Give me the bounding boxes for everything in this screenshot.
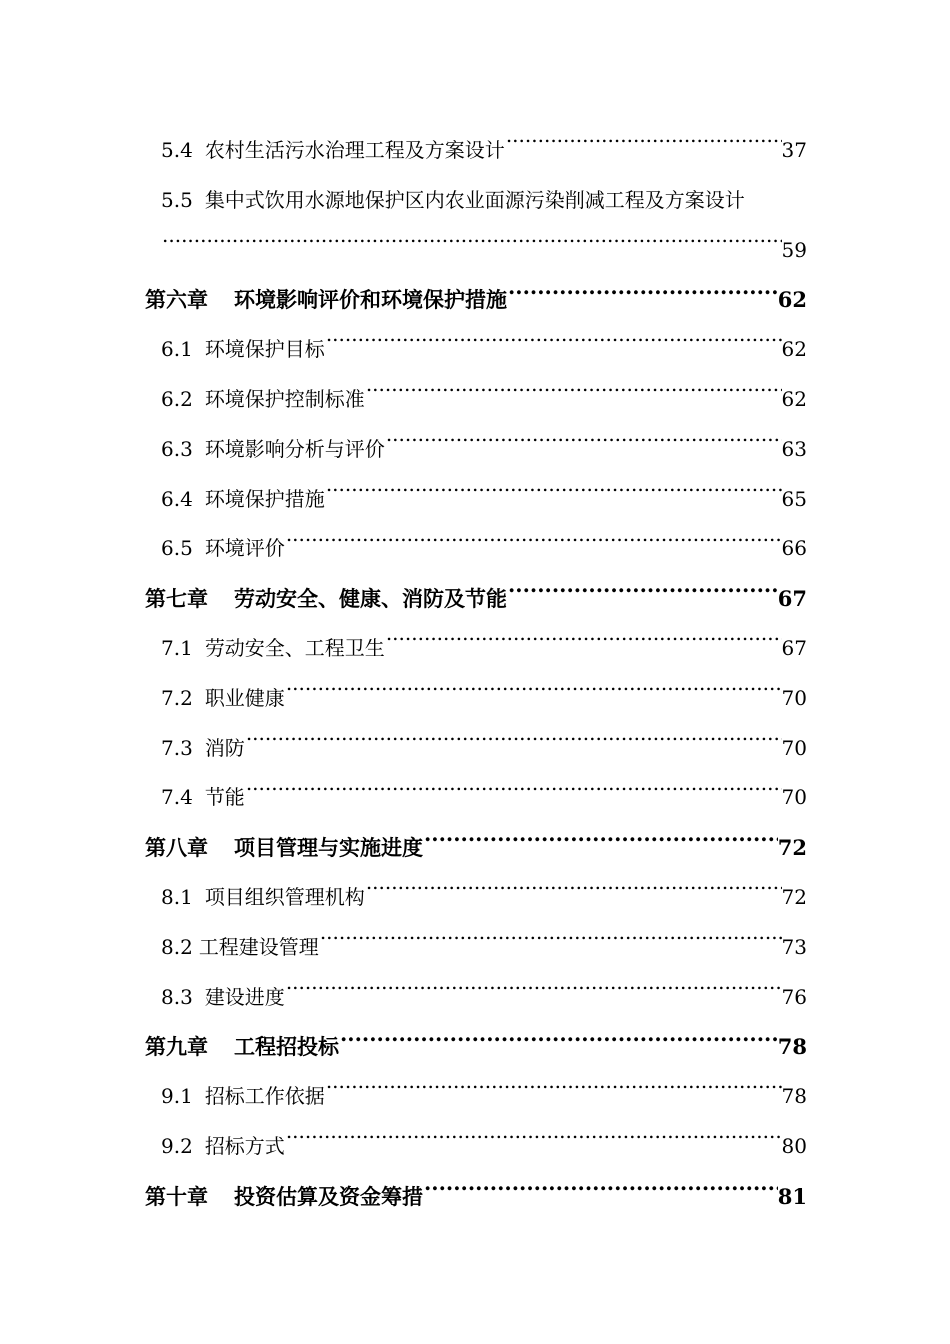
toc-entry-page: 37 [781, 138, 807, 162]
toc-entry-title: 招标工作依据 [204, 1084, 325, 1109]
toc-entry-title: 环境保护控制标准 [204, 386, 365, 411]
toc-entry[interactable] [145, 375, 807, 425]
dot-leader [325, 336, 782, 356]
toc-entry-number: 6.4 [161, 486, 193, 511]
toc-entry[interactable] [145, 126, 807, 176]
toc-entry[interactable] [145, 873, 807, 923]
toc-entry-title: 招标方式 [204, 1133, 285, 1158]
toc-entry-page: 78 [781, 1084, 807, 1109]
toc-entry-title: 职业健康 [204, 685, 285, 710]
toc-entry-page: 62 [781, 386, 807, 411]
toc-entry-title: 劳动安全、工程卫生 [204, 635, 385, 660]
toc-entry-page: 72 [777, 835, 807, 861]
toc-entry-title: 环境影响评价和环境保护措施 [234, 287, 507, 313]
table-of-contents [145, 126, 807, 1222]
toc-entry-page: 70 [781, 735, 807, 760]
dot-leader [285, 984, 782, 1004]
toc-entry-page: 72 [781, 884, 807, 909]
toc-entry-page: 65 [781, 486, 807, 511]
toc-entry-page: 59 [781, 237, 807, 262]
toc-entry-page: 78 [777, 1034, 807, 1060]
toc-entry-continuation[interactable] [145, 226, 807, 276]
toc-entry-page: 67 [781, 635, 807, 660]
toc-entry-number: 7.4 [161, 785, 193, 810]
toc-entry[interactable] [145, 674, 807, 724]
toc-entry-number: 8.2 [161, 934, 193, 959]
dot-leader [245, 784, 782, 804]
toc-entry-number: 8.3 [161, 984, 193, 1009]
toc-chapter-entry[interactable] [145, 1022, 807, 1072]
toc-entry-page: 80 [781, 1133, 807, 1158]
toc-entry-title: 项目管理与实施进度 [234, 835, 423, 861]
toc-entry-page: 70 [781, 685, 807, 710]
toc-entry-number: 第八章 [145, 835, 208, 861]
toc-entry-page: 63 [781, 436, 807, 461]
dot-leader [319, 934, 782, 954]
toc-chapter-entry[interactable] [145, 1172, 807, 1222]
dot-leader [505, 137, 782, 157]
toc-entry-number: 7.1 [161, 635, 193, 660]
dot-leader [285, 1133, 782, 1153]
toc-entry-number: 6.2 [161, 386, 193, 411]
toc-entry-number: 7.2 [161, 685, 193, 710]
toc-entry[interactable] [145, 524, 807, 574]
dot-leader [161, 237, 782, 257]
toc-entry-page: 76 [781, 984, 807, 1009]
dot-leader [385, 635, 782, 655]
dot-leader [325, 1083, 782, 1103]
dot-leader [507, 585, 778, 606]
toc-entry[interactable] [145, 973, 807, 1023]
toc-entry[interactable] [145, 475, 807, 525]
toc-entry-title: 环境影响分析与评价 [204, 436, 385, 461]
toc-entry-number: 第七章 [145, 586, 208, 612]
toc-entry-page: 73 [781, 934, 807, 959]
dot-leader [365, 884, 782, 904]
toc-entry-number: 5.5 [161, 187, 193, 212]
toc-entry-number: 第九章 [145, 1034, 208, 1060]
dot-leader [339, 1033, 778, 1054]
toc-entry-page: 62 [781, 337, 807, 362]
toc-entry-title: 节能 [204, 785, 245, 810]
toc-entry-title: 环境保护目标 [204, 337, 325, 362]
toc-entry-page: 67 [777, 586, 807, 612]
dot-leader [507, 286, 778, 307]
toc-entry-title: 项目组织管理机构 [204, 884, 365, 909]
toc-entry[interactable] [145, 923, 807, 973]
toc-entry-number: 9.2 [161, 1133, 193, 1158]
toc-entry-number: 第六章 [145, 287, 208, 313]
toc-entry-number: 5.4 [161, 138, 193, 162]
toc-entry-page: 70 [781, 785, 807, 810]
toc-entry[interactable] [145, 1072, 807, 1122]
dot-leader [325, 486, 782, 506]
toc-entry-title: 环境评价 [204, 536, 285, 561]
toc-entry-number: 7.3 [161, 735, 193, 760]
toc-entry[interactable] [145, 425, 807, 475]
toc-entry-title: 工程建设管理 [198, 934, 319, 959]
toc-entry-title: 环境保护措施 [204, 486, 325, 511]
toc-entry[interactable] [145, 624, 807, 674]
toc-chapter-entry[interactable] [145, 823, 807, 873]
dot-leader [423, 834, 778, 855]
toc-entry-title: 工程招投标 [234, 1034, 339, 1060]
toc-entry-number: 8.1 [161, 884, 193, 909]
toc-entry-title: 集中式饮用水源地保护区内农业面源污染削减工程及方案设计 [204, 187, 745, 212]
toc-entry-title: 投资估算及资金筹措 [234, 1183, 423, 1209]
dot-leader [285, 535, 782, 555]
dot-leader [245, 735, 782, 755]
dot-leader [365, 386, 782, 406]
toc-chapter-entry[interactable] [145, 574, 807, 624]
toc-entry-number: 9.1 [161, 1084, 193, 1109]
toc-entry-number: 6.1 [161, 337, 193, 362]
toc-entry[interactable] [145, 176, 807, 226]
toc-chapter-entry[interactable] [145, 275, 807, 325]
toc-entry[interactable] [145, 325, 807, 375]
toc-entry-number: 6.5 [161, 536, 193, 561]
toc-entry-number: 6.3 [161, 436, 193, 461]
toc-entry[interactable] [145, 773, 807, 823]
toc-entry[interactable] [145, 1122, 807, 1172]
toc-entry-title: 劳动安全、健康、消防及节能 [234, 586, 507, 612]
toc-entry-title: 消防 [204, 735, 245, 760]
dot-leader [285, 685, 782, 705]
toc-entry-title: 建设进度 [204, 984, 285, 1009]
toc-entry-number: 第十章 [145, 1183, 208, 1209]
dot-leader [385, 436, 782, 456]
toc-entry-title: 农村生活污水治理工程及方案设计 [204, 138, 505, 162]
toc-entry[interactable] [145, 724, 807, 774]
toc-entry-page: 66 [781, 536, 807, 561]
toc-entry-page: 62 [777, 287, 807, 313]
dot-leader [423, 1183, 778, 1204]
toc-entry-page: 81 [777, 1183, 807, 1209]
